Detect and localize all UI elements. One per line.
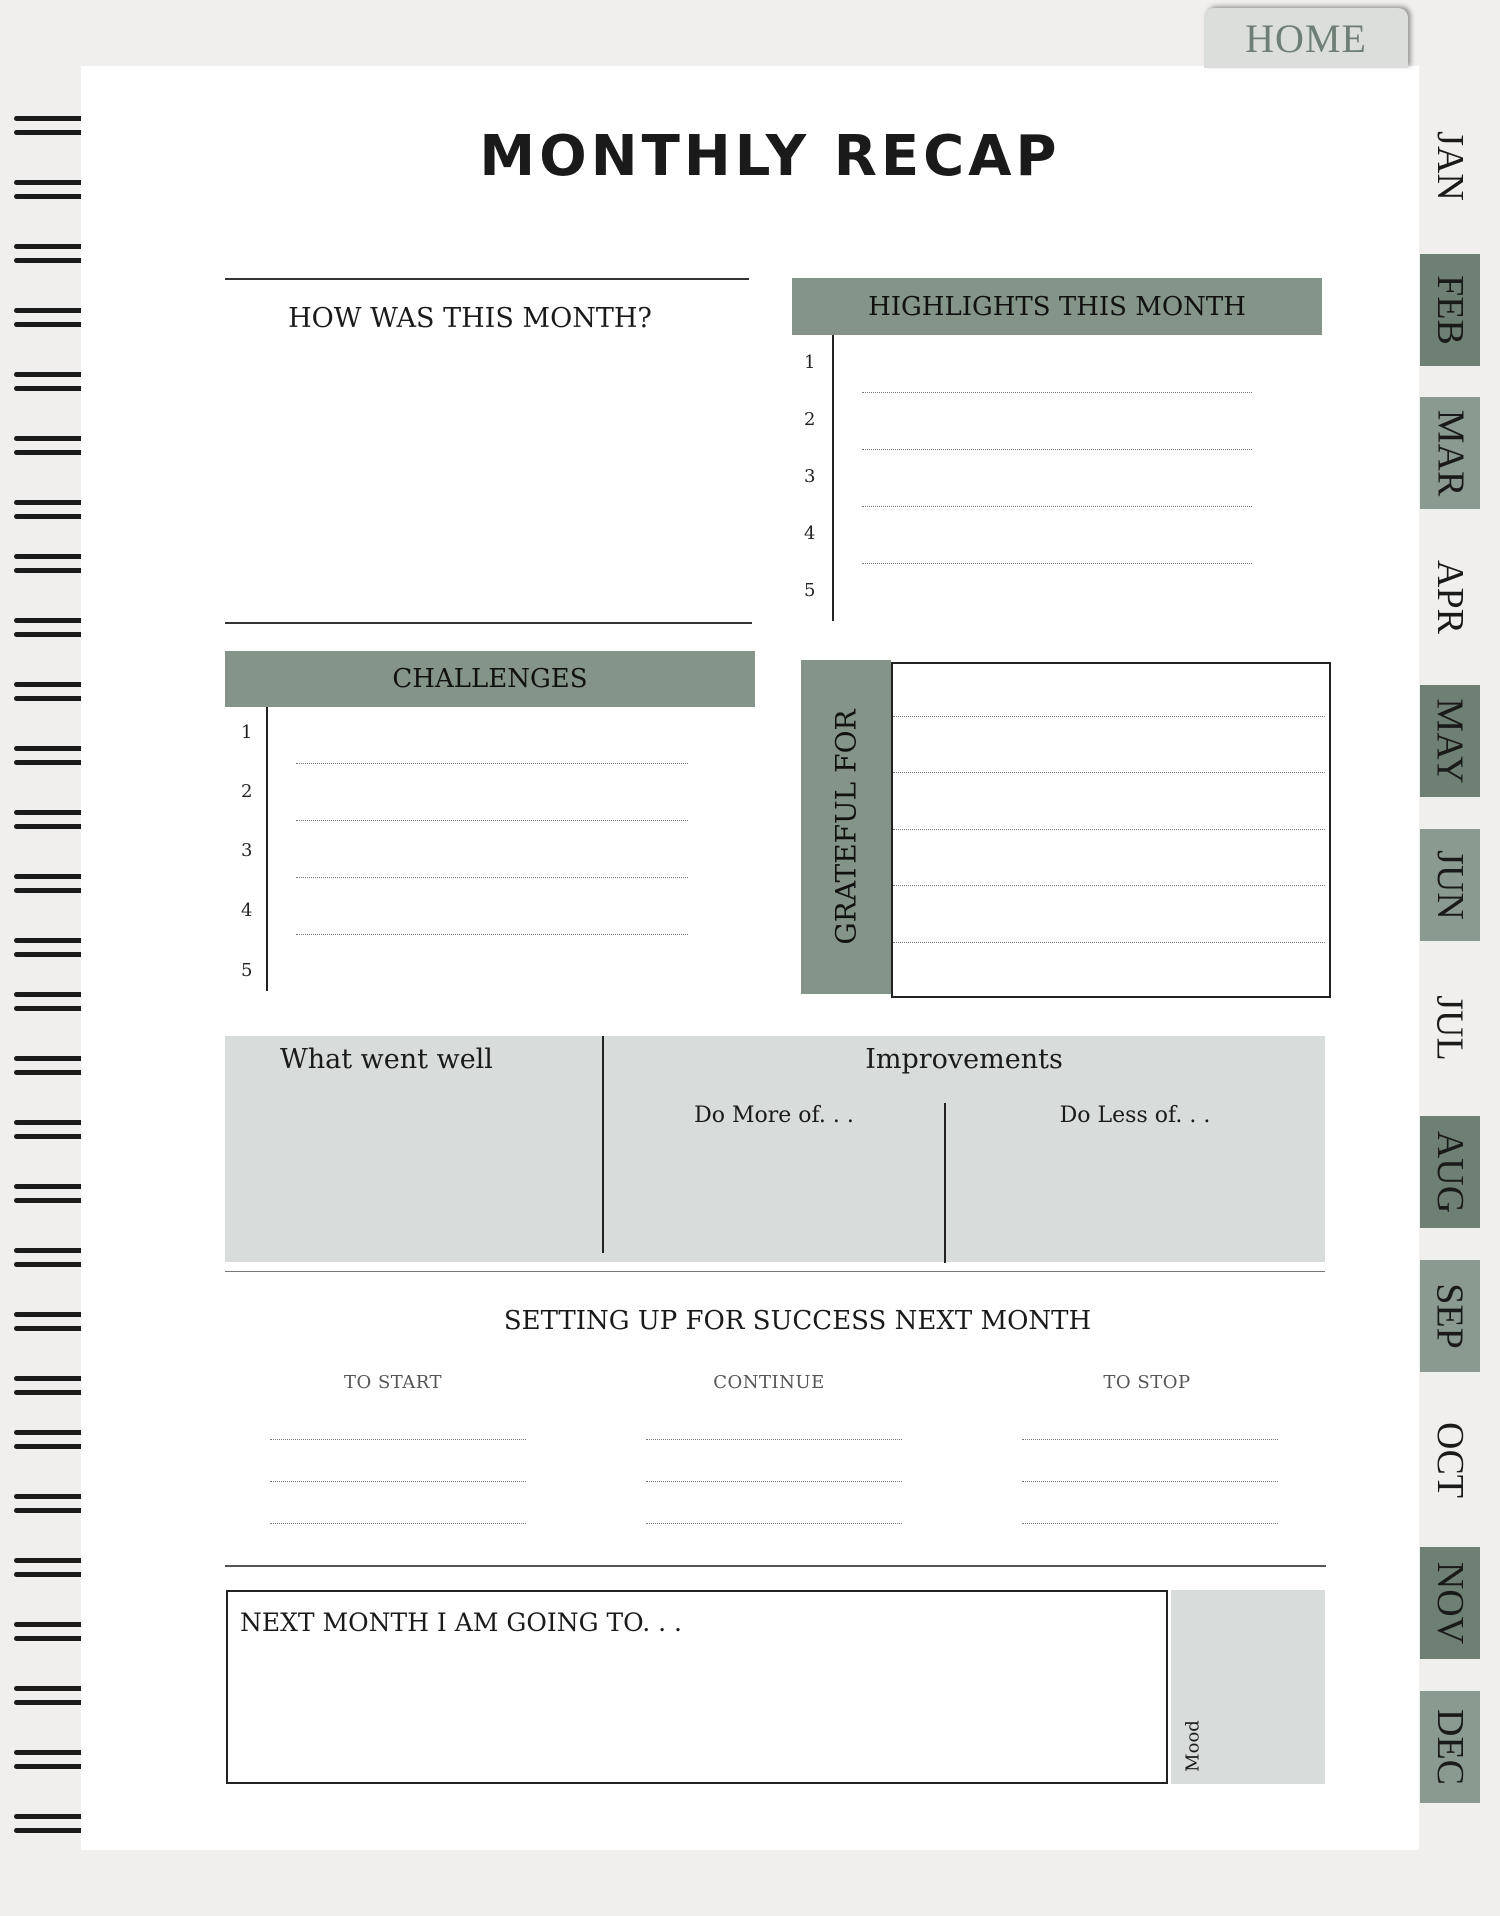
challenge-number-1: 1	[241, 722, 253, 743]
to-start-line[interactable]	[270, 1481, 526, 1482]
highlight-number-5: 5	[804, 580, 816, 601]
challenge-number-5: 5	[241, 960, 253, 981]
challenge-line[interactable]	[296, 877, 688, 878]
grateful-line[interactable]	[893, 716, 1325, 717]
highlight-line[interactable]	[862, 506, 1252, 507]
challenge-line[interactable]	[296, 934, 688, 935]
challenge-number-2: 2	[241, 781, 253, 802]
month-tab-label: JUN	[1429, 850, 1471, 920]
month-tab-label: DEC	[1429, 1709, 1471, 1785]
grateful-line[interactable]	[893, 885, 1325, 886]
went-well-heading: What went well	[280, 1044, 493, 1075]
continue-line[interactable]	[646, 1523, 902, 1524]
continue-line[interactable]	[646, 1481, 902, 1482]
challenges-header: CHALLENGES	[225, 651, 755, 707]
month-tab-7[interactable]	[1420, 1116, 1480, 1228]
month-tab-label: MAY	[1429, 698, 1471, 784]
highlight-line[interactable]	[862, 449, 1252, 450]
do-less-heading: Do Less of. . .	[1059, 1103, 1211, 1128]
divider	[225, 1565, 1326, 1567]
highlights-margin-line	[832, 335, 834, 621]
challenges-margin-line	[266, 707, 268, 991]
month-tab-label: OCT	[1429, 1422, 1471, 1498]
mood-box[interactable]	[1171, 1590, 1325, 1784]
month-tab-label: FEB	[1429, 275, 1472, 345]
to-start-line[interactable]	[270, 1523, 526, 1524]
challenge-number-4: 4	[241, 900, 253, 921]
month-tab-1[interactable]	[1420, 254, 1480, 366]
challenge-number-3: 3	[241, 840, 253, 861]
page-title: MONTHLY RECAP	[479, 124, 1061, 189]
month-tab-label: AUG	[1429, 1130, 1472, 1214]
grateful-for-text: GRATEFUL FOR	[829, 709, 863, 945]
challenge-line[interactable]	[296, 763, 688, 764]
highlight-number-4: 4	[804, 523, 816, 544]
home-tab[interactable]: HOME	[1204, 8, 1408, 68]
highlights-header: HIGHLIGHTS THIS MONTH	[792, 278, 1322, 335]
grateful-for-label	[801, 660, 891, 994]
highlight-number-1: 1	[804, 352, 816, 373]
highlight-line[interactable]	[862, 563, 1252, 564]
challenge-line[interactable]	[296, 820, 688, 821]
how-was-month-area[interactable]	[225, 340, 749, 620]
next-month-heading: NEXT MONTH I AM GOING TO. . .	[240, 1608, 682, 1637]
divider	[225, 622, 752, 624]
grateful-line[interactable]	[893, 942, 1325, 943]
to-start-line[interactable]	[270, 1439, 526, 1440]
month-tab-label: NOV	[1429, 1561, 1472, 1645]
month-tab-3[interactable]	[1420, 541, 1480, 653]
month-tab-4[interactable]	[1420, 685, 1480, 797]
do-less-area[interactable]	[946, 1140, 1324, 1250]
continue-line[interactable]	[646, 1439, 902, 1440]
grateful-line[interactable]	[893, 829, 1325, 830]
month-tab-label: MAR	[1429, 409, 1472, 497]
to-stop-line[interactable]	[1022, 1439, 1278, 1440]
month-tab-label: APR	[1429, 560, 1472, 634]
do-more-heading: Do More of. . .	[694, 1103, 854, 1128]
to-stop-heading: TO STOP	[1103, 1372, 1191, 1393]
month-tab-label: JAN	[1429, 131, 1471, 201]
to-stop-line[interactable]	[1022, 1481, 1278, 1482]
highlight-number-2: 2	[804, 409, 816, 430]
improvements-heading: Improvements	[865, 1044, 1063, 1075]
do-more-area[interactable]	[604, 1140, 942, 1250]
month-tab-10[interactable]	[1420, 1547, 1480, 1659]
next-month-box[interactable]	[226, 1590, 1168, 1784]
month-tab-8[interactable]	[1420, 1260, 1480, 1372]
month-tab-9[interactable]	[1420, 1404, 1480, 1516]
month-tab-2[interactable]	[1420, 397, 1480, 509]
went-well-area[interactable]	[225, 1090, 601, 1250]
grateful-line[interactable]	[893, 772, 1325, 773]
divider	[225, 278, 749, 280]
month-tab-5[interactable]	[1420, 829, 1480, 941]
continue-heading: CONTINUE	[713, 1372, 825, 1393]
month-tab-6[interactable]	[1420, 972, 1480, 1084]
highlight-number-3: 3	[804, 466, 816, 487]
month-tab-label: SEP	[1429, 1283, 1472, 1349]
success-heading: SETTING UP FOR SUCCESS NEXT MONTH	[503, 1306, 1092, 1336]
divider	[225, 1271, 1325, 1272]
highlight-line[interactable]	[862, 392, 1252, 393]
to-stop-line[interactable]	[1022, 1523, 1278, 1524]
grateful-for-box[interactable]	[891, 662, 1331, 998]
month-tab-label: JUL	[1429, 995, 1472, 1061]
month-tab-11[interactable]	[1420, 1691, 1480, 1803]
mood-label: Mood	[1182, 1720, 1204, 1772]
how-was-month-heading: HOW WAS THIS MONTH?	[288, 303, 652, 334]
to-start-heading: TO START	[343, 1372, 443, 1393]
